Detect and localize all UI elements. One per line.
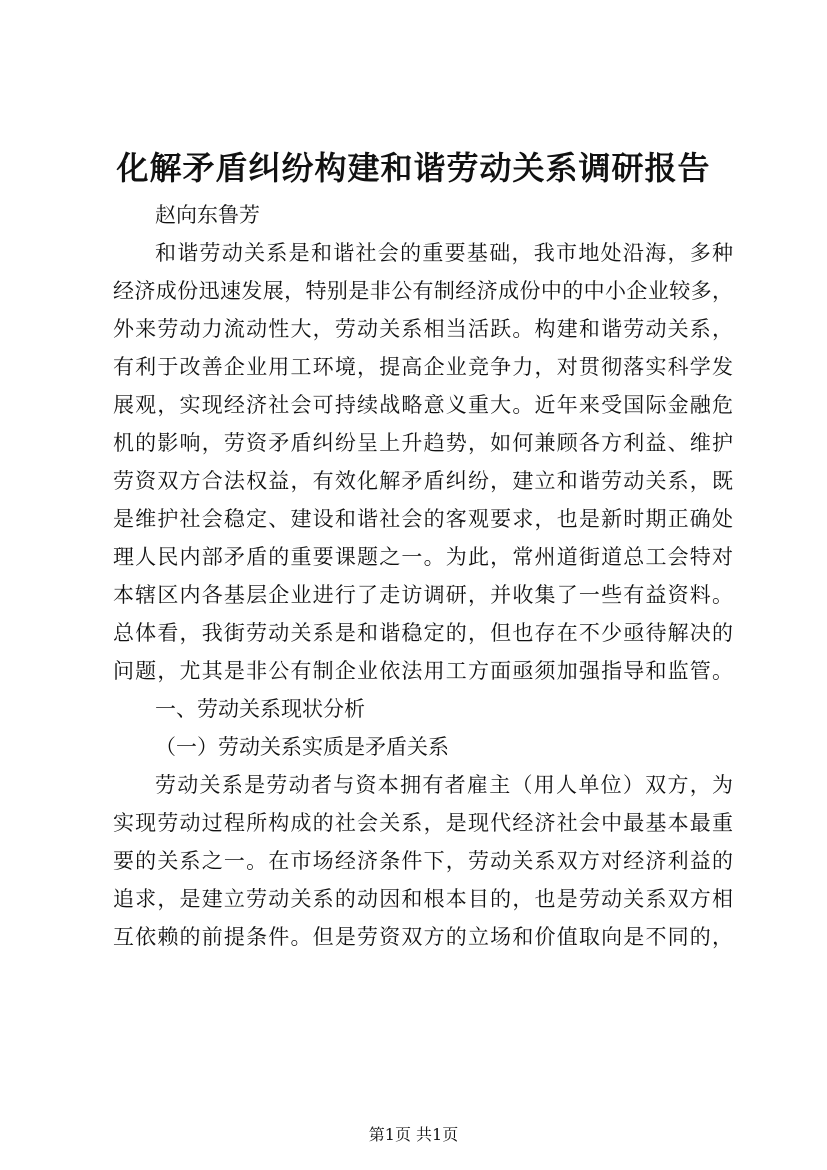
- paragraph-line: 追求，是建立劳动关系的动因和根本目的，也是劳动关系双方相: [113, 887, 733, 911]
- paragraph-line: 外来劳动力流动性大，劳动关系相当活跃。构建和谐劳动关系，: [113, 317, 733, 341]
- document-title: 化解矛盾纠纷构建和谐劳动关系调研报告: [116, 149, 711, 187]
- paragraph-line: 互依赖的前提条件。但是劳资双方的立场和价值取向是不同的，: [113, 925, 733, 949]
- paragraph-line: 要的关系之一。在市场经济条件下，劳动关系双方对经济利益的: [113, 849, 733, 873]
- paragraph-line: 劳资双方合法权益，有效化解矛盾纠纷，建立和谐劳动关系，既: [113, 469, 733, 493]
- paragraph-line: 劳动关系是劳动者与资本拥有者雇主（用人单位）双方，为: [155, 773, 733, 797]
- paragraph-line: 机的影响，劳资矛盾纠纷呈上升趋势，如何兼顾各方利益、维护: [113, 431, 733, 455]
- paragraph-line: 本辖区内各基层企业进行了走访调研，并收集了一些有益资料。: [113, 583, 733, 607]
- author-line: 赵向东鲁芳: [155, 203, 260, 227]
- page-footer: 第1页 共1页: [368, 1125, 459, 1144]
- paragraph-line: 总体看，我街劳动关系是和谐稳定的，但也存在不少亟待解决的: [113, 621, 733, 645]
- paragraph-line: 经济成份迅速发展，特别是非公有制经济成份中的中小企业较多，: [113, 279, 733, 303]
- paragraph-line: 和谐劳动关系是和谐社会的重要基础，我市地处沿海，多种: [155, 241, 733, 265]
- paragraph-line: 展观，实现经济社会可持续战略意义重大。近年来受国际金融危: [113, 393, 733, 417]
- paragraph-line: 实现劳动过程所构成的社会关系，是现代经济社会中最基本最重: [113, 811, 733, 835]
- section-heading: 一、劳动关系现状分析: [155, 697, 365, 721]
- paragraph-line: 有利于改善企业用工环境，提高企业竞争力，对贯彻落实科学发: [113, 355, 733, 379]
- document-body: [113, 196, 733, 956]
- paragraph-line: 理人民内部矛盾的重要课题之一。为此，常州道街道总工会特对: [113, 545, 733, 569]
- subsection-heading: （一）劳动关系实质是矛盾关系: [155, 735, 449, 759]
- paragraph-line: 问题，尤其是非公有制企业依法用工方面亟须加强指导和监管。: [113, 659, 733, 683]
- paragraph-line: 是维护社会稳定、建设和谐社会的客观要求，也是新时期正确处: [113, 507, 733, 531]
